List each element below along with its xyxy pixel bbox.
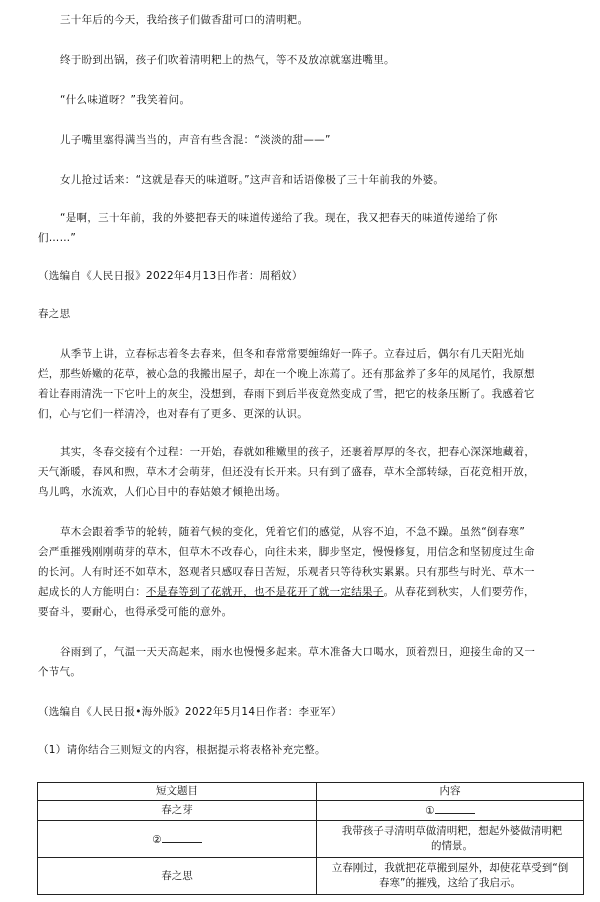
paragraph: “什么味道呀？”我笑着问。 xyxy=(60,94,191,106)
paragraph-line: 着让春雨清洗一下它叶上的灰尘，没想到，春雨下到后半夜竟然变成了雪，把它的枝条压断了。我感着它 xyxy=(38,388,535,400)
table-cell: 春之思 xyxy=(38,858,317,895)
table-header: 内容 xyxy=(317,783,584,801)
paragraph: 草木会跟着季节的轮转，随着气候的变化，凭着它们的感觉，从容不迫，不急不躁。虽然“倒春寒” xyxy=(60,526,526,538)
blank-marker: ① xyxy=(425,805,435,817)
text-segment: 。从春花到秋实，人们要劳作， xyxy=(383,586,535,598)
question-text: （1）请你结合三则短文的内容，根据提示将表格补充完整。 xyxy=(38,744,326,756)
paragraph-line: 天气渐暖，春风和煦，草木才会萌芽，但还没有长开来。只有到了盛春，草木全部转绿，百花竞相开放， xyxy=(38,466,535,478)
underlined-sentence: 不是春等到了花就开，也不是花开了就一定结果子 xyxy=(146,586,384,598)
paragraph: 谷雨到了，气温一天天高起来，雨水也慢慢多起来。草木准备大口喝水，顶着烈日，迎接生命的又一 xyxy=(60,646,536,658)
paragraph: 儿子嘴里塞得满当当的，声音有些含混：“淡淡的甜——” xyxy=(60,134,331,146)
paragraph-line: 的长河。人有时还不如草木，怒观者只感叹春日苦短，乐观者只等待秋实累累。只有那些与时光、草木一 xyxy=(38,566,535,578)
paragraph-line: 个节气。 xyxy=(38,666,82,678)
paragraph: “是啊，三十年前，我的外婆把春天的味道传递给了我。现在，我又把春天的味道传递给了你 xyxy=(60,212,498,224)
table-header-row xyxy=(38,783,584,801)
paragraph-line: 要奋斗，要耐心，也得承受可能的意外。 xyxy=(38,606,233,618)
text-segment: 起成长的人方能明白： xyxy=(38,586,146,598)
paragraph-line: 会严重摧残刚刚萌芽的草木，但草木不改春心，向往未来，脚步坚定，慢慢修复，用信念和坚韧度过生命 xyxy=(38,546,535,558)
paragraph: 从季节上讲，立春标志着冬去春来，但冬和春常常要缠绵好一阵子。立春过后，偶尔有几天阳光灿 xyxy=(60,348,525,360)
table-row xyxy=(38,801,584,821)
table-cell: 我带孩子寻清明草做清明粑，想起外婆做清明粑的情景。 xyxy=(317,821,584,858)
paragraph-line: 们，心与它们一样清冷，也对春有了更多、更深的认识。 xyxy=(38,408,308,420)
answer-table xyxy=(37,782,584,895)
paragraph: 终于盼到出锅，孩子们吹着清明粑上的热气，等不及放凉就塞进嘴里。 xyxy=(60,54,395,66)
answer-blank[interactable] xyxy=(435,802,475,814)
table-cell: 春之芽 xyxy=(38,801,317,821)
paragraph: 其实，冬春交接有个过程：一开始，春就如稚嫩里的孩子，还裹着厚厚的冬衣，把春心深深地藏着， xyxy=(60,446,536,458)
table-header: 短文题目 xyxy=(38,783,317,801)
table-cell: 立春刚过，我就把花草搬到屋外，却使花草受到“倒春寒”的摧残，这给了我启示。 xyxy=(317,858,584,895)
blank-marker: ② xyxy=(152,833,162,846)
answer-blank[interactable] xyxy=(162,831,202,843)
paragraph: 女儿抢过话来：“这就是春天的味道呀。”这声音和话语像极了三十年前我的外婆。 xyxy=(60,174,445,186)
source-citation: （选编自《人民日报•海外版》2022年5月14日作者：李亚军） xyxy=(38,706,342,718)
table-row xyxy=(38,858,584,895)
paragraph-line: 烂，那些娇嫩的花草，被心急的我搬出屋子，却在一个晚上冻蔫了。还有那盆养了多年的凤尾竹，我原想 xyxy=(38,368,535,380)
article-title: 春之思 xyxy=(38,308,71,320)
source-citation: （选编自《人民日报》2022年4月13日作者：周稻妏） xyxy=(38,270,303,282)
table-cell xyxy=(317,801,584,821)
table-row xyxy=(38,821,584,858)
paragraph-line: 鸟儿鸣，水流欢，人们心目中的春姑娘才倾艳出场。 xyxy=(38,486,287,498)
table-cell xyxy=(38,821,317,858)
paragraph: 三十年后的今天，我给孩子们做香甜可口的清明粑。 xyxy=(60,14,309,26)
paragraph-line xyxy=(0,582,590,602)
paragraph-continuation: 们……” xyxy=(38,232,77,244)
